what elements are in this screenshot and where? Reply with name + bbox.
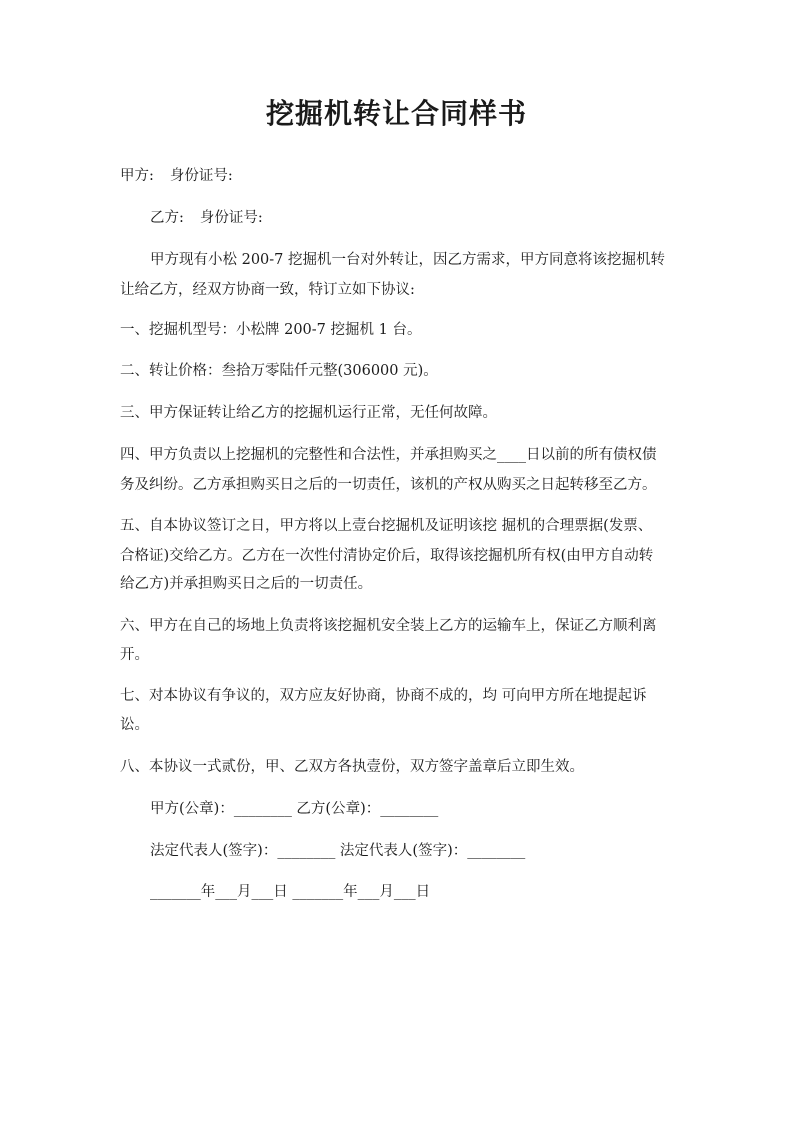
representative-signature-line: 法定代表人(签字)：________ 法定代表人(签字)：________ — [150, 843, 526, 859]
intro-line-1: 甲方现有小松 200-7 挖掘机一台对外转让，因乙方需求，甲方同意将该挖掘机转 — [150, 252, 666, 268]
party-b-id-label: 身份证号: — [199, 210, 263, 226]
intro-line-2: 让给乙方，经双方协商一致，特订立如下协议: — [120, 282, 415, 298]
clause-3: 三、甲方保证转让给乙方的挖掘机运行正常，无任何故障。 — [120, 405, 497, 421]
clause-4-line-2: 务及纠纷。乙方承担购买日之后的一切责任，该机的产权从购买之日起转移至乙方。 — [120, 477, 657, 493]
clause-2: 二、转让价格：叁拾万零陆仟元整(306000 元)。 — [120, 363, 438, 379]
seal-signature-line: 甲方(公章)：________ 乙方(公章)：________ — [150, 801, 439, 817]
party-a-id-label: 身份证号: — [169, 168, 233, 184]
clause-4-line-1: 四、甲方负责以上挖掘机的完整性和合法性，并承担购买之____日以前的所有债权债 — [120, 447, 657, 463]
clause-5-line-1: 五、自本协议签订之日，甲方将以上壹台挖掘机及证明该挖 掘机的合理票据(发票、 — [120, 518, 653, 534]
clause-6-line-2: 开。 — [120, 647, 149, 663]
party-b-line — [150, 208, 710, 228]
clause-5-line-2: 合格证)交给乙方。乙方在一次性付清协定价后，取得该挖掘机所有权(由甲方自动转 — [120, 548, 654, 564]
clause-6-line-1: 六、甲方在自己的场地上负责将该挖掘机安全装上乙方的运输车上，保证乙方顺利离 — [120, 618, 657, 634]
clause-7-line-2: 讼。 — [120, 717, 149, 733]
document-title: 挖掘机转让合同样书 — [265, 97, 527, 130]
party-b-label: 乙方: — [150, 210, 184, 226]
party-a-line — [120, 166, 680, 186]
party-a-label: 甲方: — [120, 168, 154, 184]
date-line: _______年___月___日 _______年___月___日 — [150, 884, 431, 900]
clause-7-line-1: 七、对本协议有争议的，双方应友好协商，协商不成的，均 可向甲方所在地提起诉 — [120, 688, 647, 704]
clause-1: 一、挖掘机型号：小松牌 200-7 挖掘机 1 台。 — [120, 322, 422, 338]
clause-8: 八、本协议一式贰份，甲、乙双方各执壹份，双方签字盖章后立即生效。 — [120, 759, 584, 775]
clause-5-line-3: 给乙方)并承担购买日之后的一切责任。 — [120, 576, 373, 592]
